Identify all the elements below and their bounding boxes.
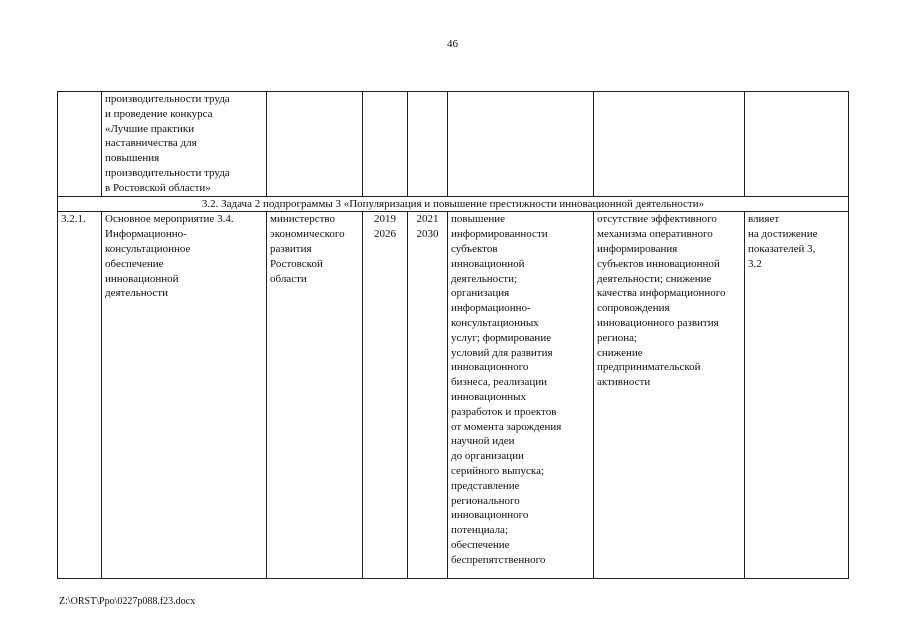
measure-number: 3.2.1.	[58, 212, 102, 579]
measure-consequences: отсутствие эффективного механизма оперативного информирования субъектов инновационной деятельности; снижение качества информационного сопровождения инновационного развития региона; снижение предпринимательской активности	[594, 212, 745, 579]
continuation-row	[58, 92, 849, 197]
measure-indicators: влияет на достижение показателей 3, 3.2	[745, 212, 849, 579]
measure-executor: министерство экономического развития Ростовской области	[267, 212, 363, 579]
program-table	[57, 91, 849, 579]
cell-empty-executor	[267, 92, 363, 197]
measure-row	[58, 212, 849, 579]
measure-expected-result: повышение информированности субъектов инновационной деятельности; организация информационно- консультационных услуг; формирование условий для развития инновационного бизнеса, реализации инновационных разработок и проектов от момента зарождения научной идеи до организации серийного выпуска; представление регионального инновационного потенциала; обеспечение беспрепятственного	[448, 212, 594, 579]
cell-empty-result	[448, 92, 594, 197]
page-number: 46	[447, 38, 458, 50]
cell-empty-consequences	[594, 92, 745, 197]
cell-empty-indicators	[745, 92, 849, 197]
cell-empty-start	[363, 92, 408, 197]
measure-end-year: 2021 2030	[408, 212, 448, 579]
section-title: 3.2. Задача 2 подпрограммы 3 «Популяризация и повышение престижности инновационной деятельности»	[58, 196, 849, 212]
section-row	[58, 196, 849, 212]
cell-empty-end	[408, 92, 448, 197]
footer-file-path: Z:\ORST\Ppo\0227p088.f23.docx	[59, 596, 196, 607]
measure-name: Основное мероприятие 3.4. Информационно- консультационное обеспечение инновационной деятельности	[102, 212, 267, 579]
measure-start-year: 2019 2026	[363, 212, 408, 579]
cell-empty-number	[58, 92, 102, 197]
continuation-task-text: производительности труда и проведение конкурса «Лучшие практики наставничества для повышения производительности труда в Ростовской области»	[102, 92, 267, 197]
